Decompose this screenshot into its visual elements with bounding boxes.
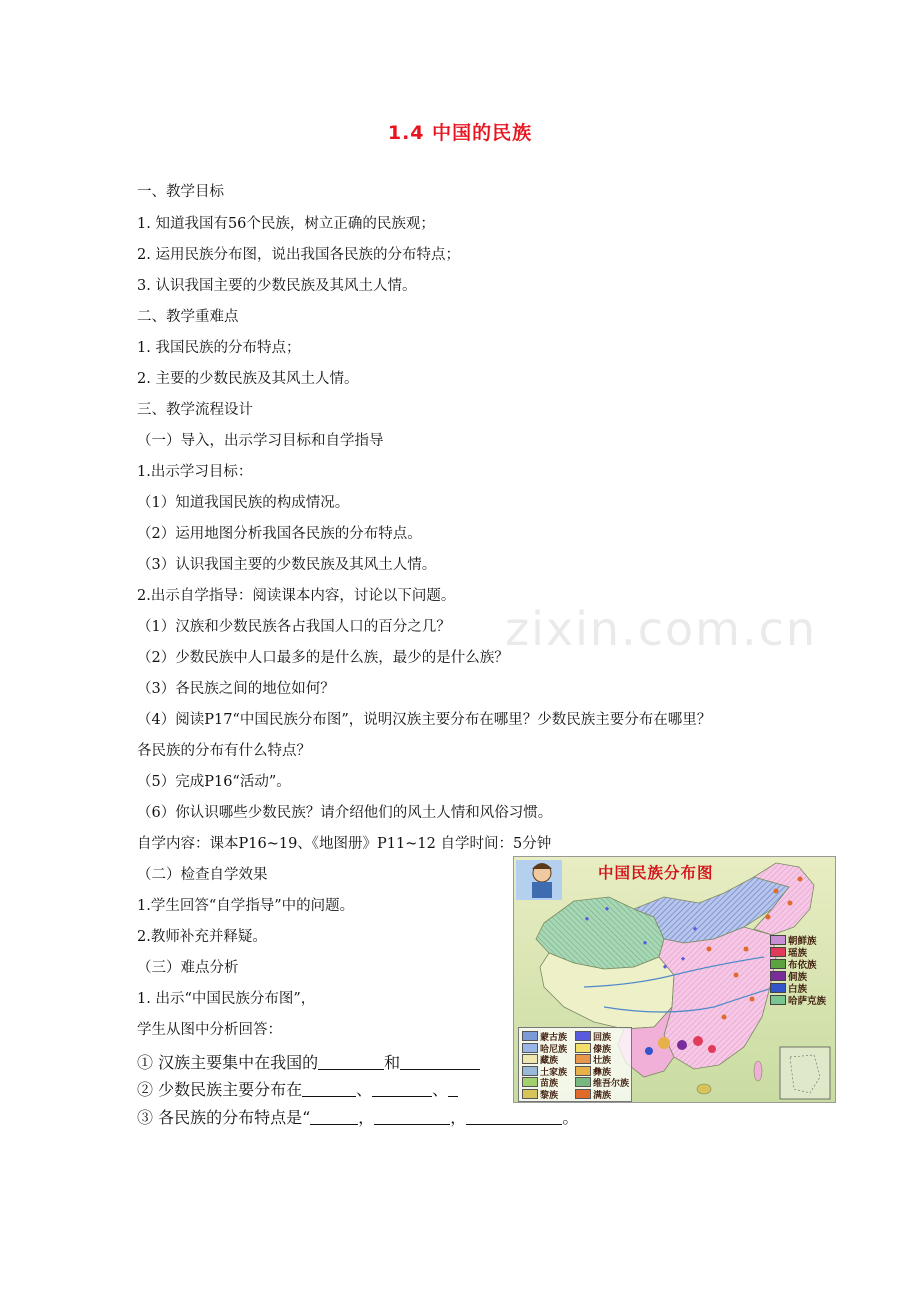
- section-heading-objectives: 一、教学目标: [137, 184, 224, 200]
- subsection-heading: （一）导入，出示学习目标和自学指导: [137, 433, 384, 449]
- guide-question: （3）各民族之间的地位如何？: [137, 681, 335, 697]
- subsection-heading: （三）难点分析: [137, 960, 239, 976]
- fill-question-2: [137, 1080, 458, 1100]
- legend-swatch: [770, 935, 786, 945]
- legend-item: 黎族: [522, 1089, 567, 1101]
- legend-swatch: [575, 1066, 591, 1076]
- teacher-illustration: [516, 860, 562, 900]
- legend-item: 藏族: [522, 1054, 567, 1066]
- separator: ，: [358, 1108, 375, 1127]
- step-heading: 2.出示自学指导：阅读课本内容，讨论以下问题。: [137, 588, 456, 604]
- legend-swatch: [522, 1031, 538, 1041]
- section-heading-process: 三、教学流程设计: [137, 402, 253, 418]
- fill-question-3: [137, 1108, 578, 1128]
- legend-item: 傣族: [575, 1043, 629, 1055]
- map-legend-right: [770, 935, 826, 1007]
- legend-item: 维吾尔族: [575, 1077, 629, 1089]
- legend-column: [522, 1031, 567, 1101]
- question-end: 。: [562, 1108, 579, 1127]
- separator: 、: [432, 1080, 449, 1099]
- legend-item: 侗族: [770, 971, 826, 983]
- subsection-heading: （二）检查自学效果: [137, 867, 268, 883]
- guide-question: （6）你认识哪些少数民族？请介绍他们的风土人情和风俗习惯。: [137, 805, 553, 821]
- legend-item: 哈萨克族: [770, 995, 826, 1007]
- answer-blank[interactable]: [466, 1108, 562, 1125]
- legend-swatch: [575, 1089, 591, 1099]
- analysis-item: 1. 出示“中国民族分布图”，: [137, 991, 316, 1007]
- guide-question: （2）少数民族中人口最多的是什么族，最少的是什么族？: [137, 650, 509, 666]
- check-item: 1.学生回答“自学指导”中的问题。: [137, 898, 355, 914]
- legend-swatch: [522, 1066, 538, 1076]
- legend-swatch: [770, 947, 786, 957]
- watermark: zixin.com.cn: [505, 602, 818, 656]
- legend-item: 哈尼族: [522, 1043, 567, 1055]
- legend-swatch: [575, 1043, 591, 1053]
- question-text: ③ 各民族的分布特点是“: [137, 1108, 311, 1127]
- answer-blank[interactable]: [448, 1080, 458, 1097]
- legend-item: 土家族: [522, 1066, 567, 1078]
- legend-item: 苗族: [522, 1077, 567, 1089]
- legend-item: 壮族: [575, 1054, 629, 1066]
- question-text: 和: [384, 1053, 401, 1072]
- legend-item: 彝族: [575, 1066, 629, 1078]
- legend-swatch: [575, 1077, 591, 1087]
- legend-swatch: [522, 1077, 538, 1087]
- answer-blank[interactable]: [310, 1108, 358, 1125]
- legend-swatch: [770, 971, 786, 981]
- legend-swatch: [770, 959, 786, 969]
- legend-swatch: [575, 1031, 591, 1041]
- separator: ，: [450, 1108, 467, 1127]
- map-legend-left: [518, 1027, 632, 1102]
- page-title: 1.4 中国的民族: [387, 122, 533, 144]
- legend-swatch: [770, 983, 786, 993]
- separator: 、: [356, 1080, 373, 1099]
- step-heading: 1.出示学习目标：: [137, 464, 253, 480]
- check-item: 2.教师补充并释疑。: [137, 929, 267, 945]
- legend-swatch: [522, 1054, 538, 1064]
- difficulty-item: 1. 我国民族的分布特点；: [137, 340, 301, 356]
- guide-question: （4）阅读P17“中国民族分布图”，说明汉族主要分布在哪里？少数民族主要分布在哪里？: [137, 712, 712, 728]
- objective-item: 3. 认识我国主要的少数民族及其风土人情。: [137, 278, 417, 294]
- guide-question: （5）完成P16“活动”。: [137, 774, 291, 790]
- self-study-info: 自学内容：课本P16~19、《地图册》P11~12 自学时间：5分钟: [137, 836, 552, 852]
- legend-item: 回族: [575, 1031, 629, 1043]
- difficulty-item: 2. 主要的少数民族及其风土人情。: [137, 371, 359, 387]
- legend-item: 布依族: [770, 959, 826, 971]
- ethnic-distribution-map: [513, 856, 836, 1103]
- legend-item: 朝鲜族: [770, 935, 826, 947]
- legend-column: [575, 1031, 629, 1101]
- map-title: 中国民族分布图: [598, 864, 714, 882]
- guide-question: （1）汉族和少数民族各占我国人口的百分之几？: [137, 619, 451, 635]
- answer-blank[interactable]: [400, 1053, 480, 1070]
- legend-item: 满族: [575, 1089, 629, 1101]
- south-sea-inset: [780, 1047, 830, 1099]
- legend-swatch: [522, 1089, 538, 1099]
- answer-blank[interactable]: [374, 1108, 450, 1125]
- fill-question-1: [137, 1053, 480, 1073]
- legend-swatch: [522, 1043, 538, 1053]
- answer-blank[interactable]: [372, 1080, 432, 1097]
- goal-item: （2）运用地图分析我国各民族的分布特点。: [137, 526, 422, 542]
- legend-swatch: [575, 1054, 591, 1064]
- goal-item: （1）知道我国民族的构成情况。: [137, 495, 350, 511]
- objective-item: 2. 运用民族分布图，说出我国各民族的分布特点；: [137, 247, 460, 263]
- goal-item: （3）认识我国主要的少数民族及其风土人情。: [137, 557, 437, 573]
- question-text: ① 汉族主要集中在我国的: [137, 1053, 319, 1072]
- question-text: ② 少数民族主要分布在: [137, 1080, 303, 1099]
- answer-blank[interactable]: [318, 1053, 384, 1070]
- objective-item: 1. 知道我国有56个民族，树立正确的民族观；: [137, 216, 435, 232]
- section-heading-difficulties: 二、教学重难点: [137, 309, 239, 325]
- answer-blank[interactable]: [302, 1080, 356, 1097]
- guide-question-continued: 各民族的分布有什么特点？: [137, 743, 311, 759]
- legend-item: 蒙古族: [522, 1031, 567, 1043]
- legend-item: 白族: [770, 983, 826, 995]
- legend-swatch: [770, 995, 786, 1005]
- legend-item: 瑶族: [770, 947, 826, 959]
- analysis-prompt: 学生从图中分析回答：: [137, 1022, 282, 1038]
